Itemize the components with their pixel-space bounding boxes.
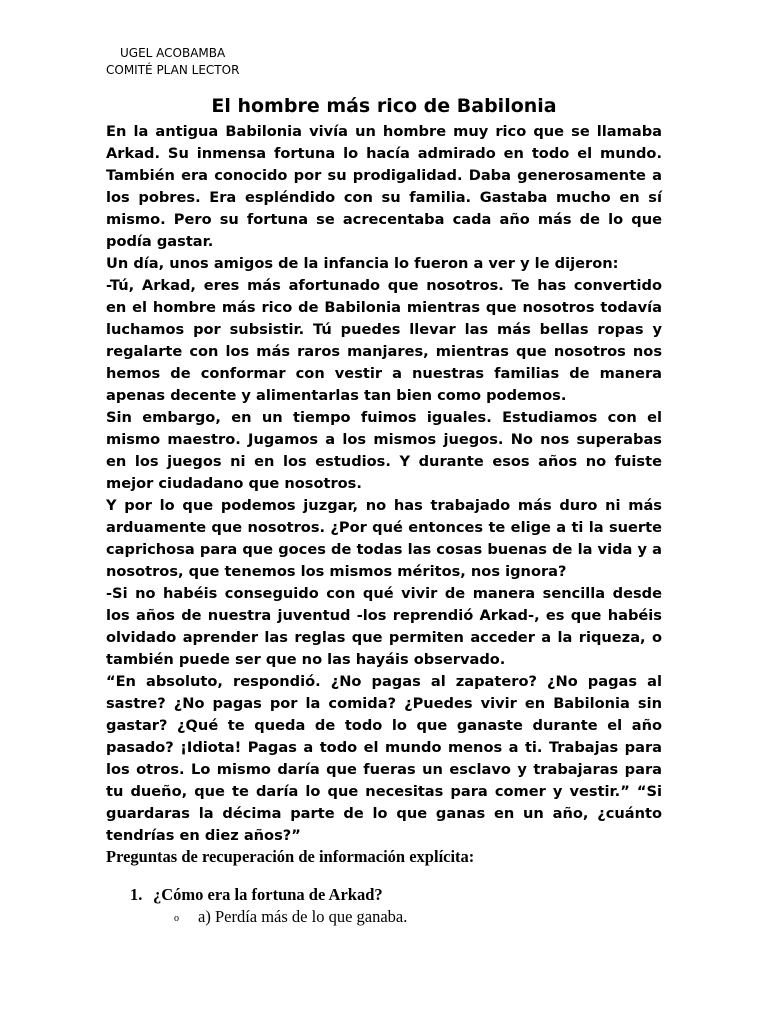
header-committee: COMITÉ PLAN LECTOR bbox=[106, 63, 240, 77]
paragraph: “En absoluto, respondió. ¿No pagas al zapatero? ¿No pagas al sastre? ¿No pagas por la comida? ¿Puedes vivir en Babilonia sin gastar? ¿Qué te queda de todo lo que ganaste durante el año pasado? ¡Idiota! Pagas a todo el mundo menos a ti. Trabajas para los otros. Lo mismo daría que fueras un esclavo y trabajaras para tu dueño, que te daría lo que necesitas para comer y vestir.” “Si guardaras la décima parte de lo que ganas en un año, ¿cuánto tendrías en diez años?” bbox=[106, 673, 662, 844]
bullet-icon: o bbox=[174, 912, 179, 924]
paragraph: -Tú, Arkad, eres más afortunado que nosotros. Te has convertido en el hombre más rico de Babilonia mientras que nosotros todavía luchamos por subsistir. Tú puedes llevar las más bellas ropas y regalarte con los más raros manjares, mientras que nosotros nos hemos de conformar con vestir a nuestras familias de manera apenas decente y alimentarlas tan bien como podemos. bbox=[106, 277, 662, 404]
header-institution: UGEL ACOBAMBA bbox=[120, 46, 226, 60]
question-1-option-a bbox=[174, 907, 407, 927]
paragraph: Y por lo que podemos juzgar, no has trabajado más duro ni más arduamente que nosotros. ¿Por qué entonces te elige a ti la suerte caprichosa para que goces de todas las cosas buenas de la vida y a nosotros, que tenemos los mismos méritos, nos ignora? bbox=[106, 497, 662, 580]
document-header bbox=[106, 45, 239, 79]
questions-heading: Preguntas de recuperación de información explícita: bbox=[106, 847, 475, 866]
story-text bbox=[106, 121, 662, 847]
question-1 bbox=[130, 885, 383, 905]
paragraph: En la antigua Babilonia vivía un hombre muy rico que se llamaba Arkad. Su inmensa fortuna lo hacía admirado en todo el mundo. También era conocido por su prodigalidad. Daba generosamente a los pobres. Era espléndido con su familia. Gastaba mucho en sí mismo. Pero su fortuna se acrecentaba cada año más de lo que podía gastar. bbox=[106, 123, 662, 250]
question-number: 1. bbox=[130, 885, 143, 904]
paragraph: Un día, unos amigos de la infancia lo fueron a ver y le dijeron: bbox=[106, 255, 619, 272]
paragraph: -Si no habéis conseguido con qué vivir de manera sencilla desde los años de nuestra juventud -los reprendió Arkad-, es que habéis olvidado aprender las reglas que permiten acceder a la riqueza, o también puede ser que no las hayáis observado. bbox=[106, 585, 662, 668]
option-text: a) Perdía más de lo que ganaba. bbox=[198, 907, 408, 926]
paragraph: Sin embargo, en un tiempo fuimos iguales. Estudiamos con el mismo maestro. Jugamos a los mismos juegos. No nos superabas en los juegos ni en los estudios. Y durante esos años no fuiste mejor ciudadano que nosotros. bbox=[106, 409, 662, 492]
question-text: ¿Cómo era la fortuna de Arkad? bbox=[153, 885, 383, 904]
document-title: El hombre más rico de Babilonia bbox=[211, 95, 557, 117]
